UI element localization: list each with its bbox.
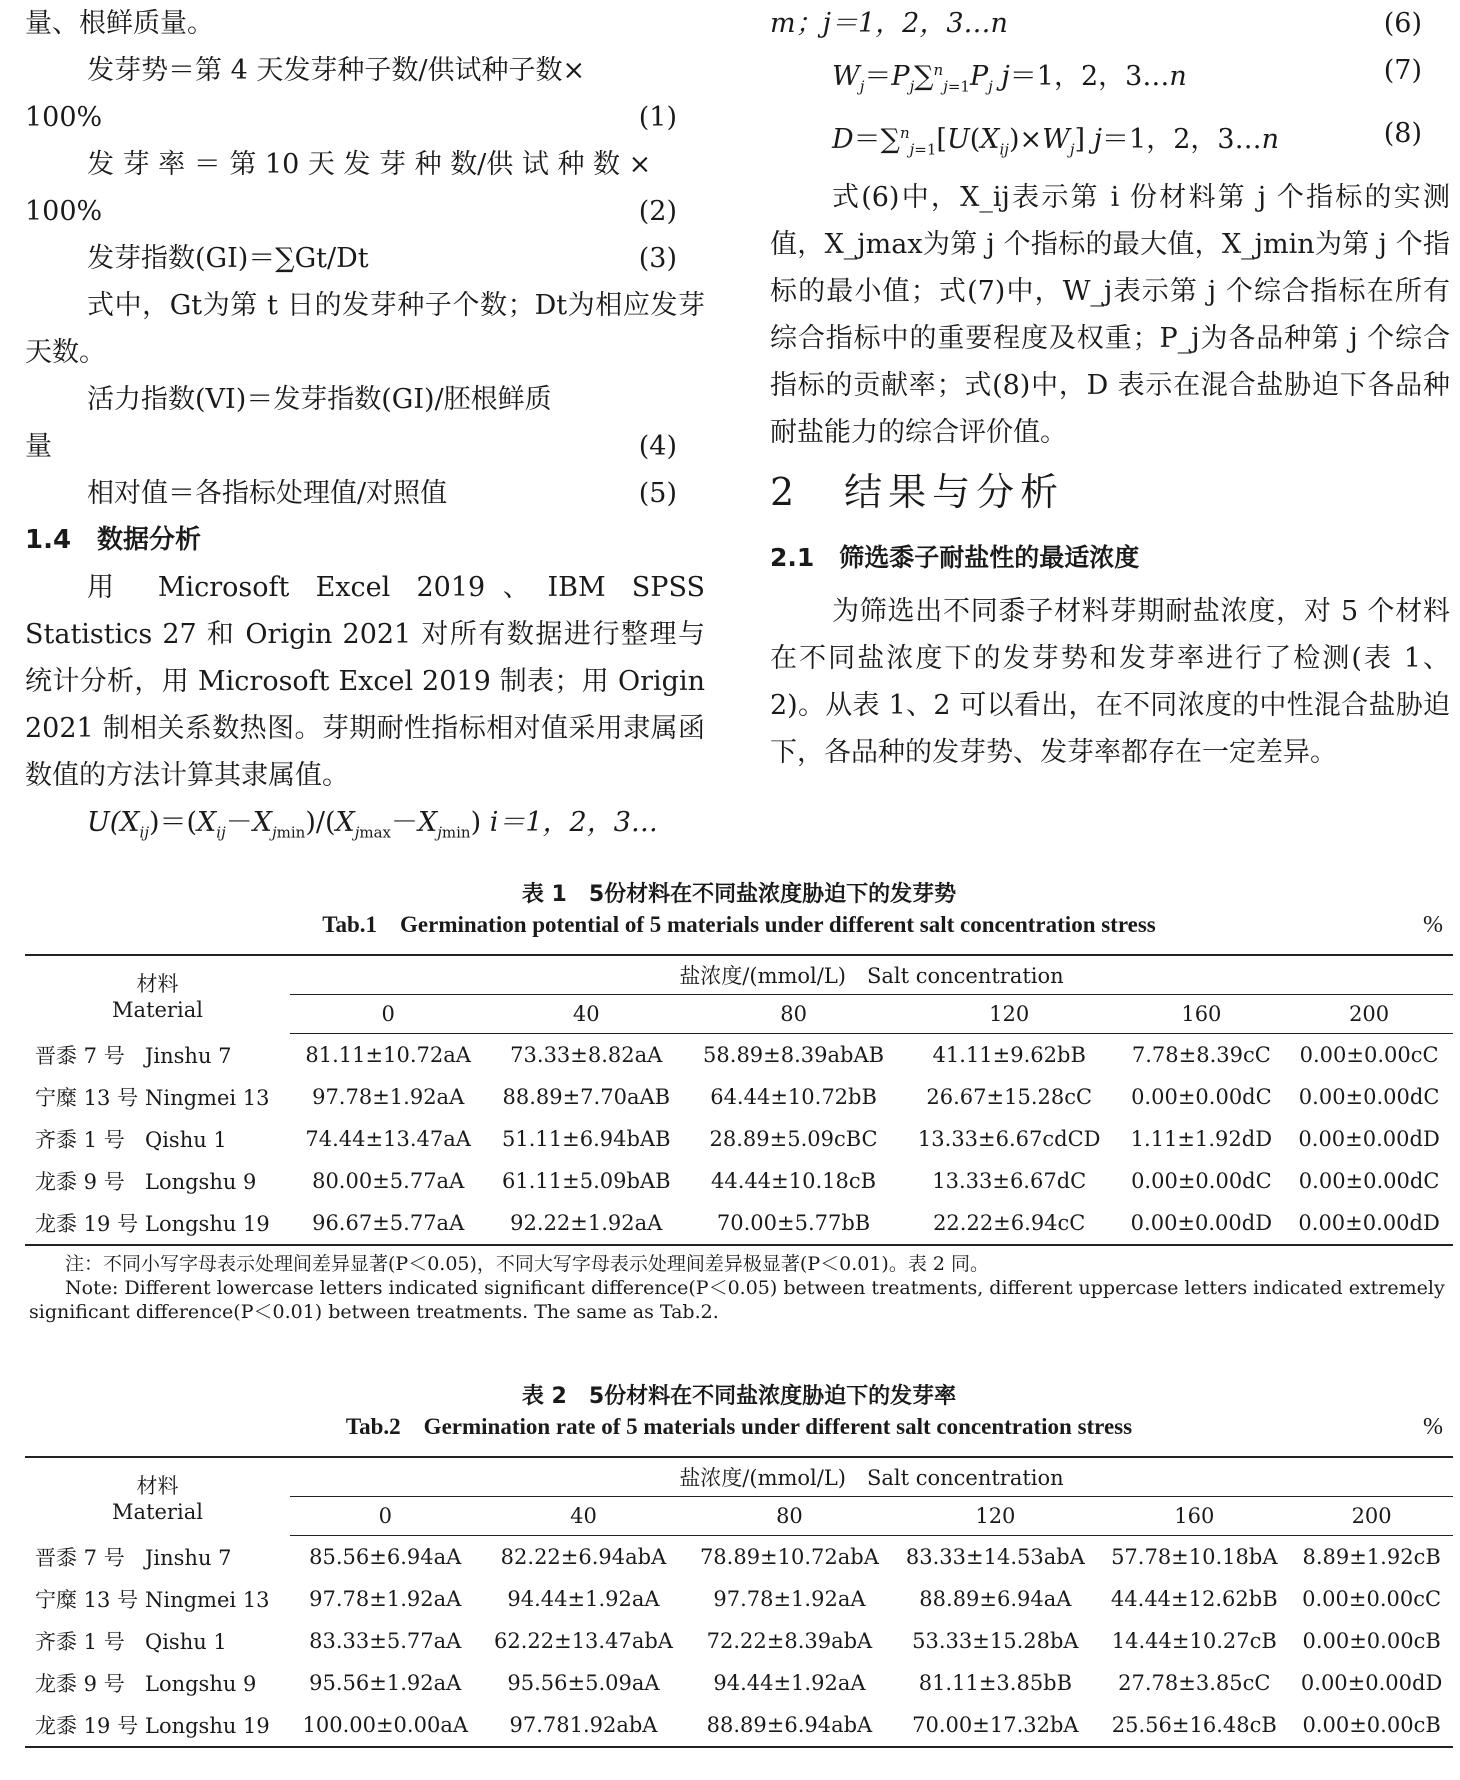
value-cell: 73.33±8.82aA xyxy=(510,1043,663,1067)
left-column: 量、根鲜质量。 发芽势＝第 4 天发芽种子数/供试种子数× 100% (1) 发 芽 率 ＝ 第 10 天 发 芽 种 数/供 试 种 数 × 100% (2) 发芽指数(GI)＝∑Gt/Dt (3) 式中，Gt为第 t 日的发芽种子个数；Dt为相应发芽天数。 活力指数(VI)＝发芽指数(GI)/胚根鲜质 量 (4) 相对值＝各指标处理值/对照值 (5) 1.4 数据分析 用 Microsoft Excel 2019、IBM SPSS Statistics 27 和 Origin 2021 对所有数据进行整理与统计分析，用 Microsoft Excel 2019 制表；用 Origin 2021 制相关系数热图。芽期耐性指标相对值采用隶属函数值的方法计算其隶属值。 $U(X_{ij})=(X_{ij}-X_{jmin})/(X_{jmax}-X_{jmin})$ i＝1，2，3… xyxy=(25,0,705,856)
value-cell: 0.00±0.00cC xyxy=(1299,1043,1439,1067)
value-cell: 88.89±6.94aA xyxy=(919,1587,1072,1611)
table-row xyxy=(25,1536,1453,1579)
equation-3: 发芽指数(GI)＝∑Gt/Dt (3) xyxy=(25,235,705,282)
value-cell: 100.00±0.00aA xyxy=(290,1704,481,1747)
value-cell: 57.78±10.18bA xyxy=(1111,1545,1278,1569)
material-header: 材料 Material xyxy=(25,955,290,1034)
value-cell: 97.781.92abA xyxy=(481,1704,687,1747)
value-cell: 94.44±1.92aA xyxy=(507,1587,660,1611)
equation-number: (3) xyxy=(638,243,677,274)
equation-2: 发 芽 率 ＝ 第 10 天 发 芽 种 数/供 试 种 数 × xyxy=(87,149,652,180)
value-cell: 72.22±8.39abA xyxy=(706,1629,873,1653)
concentration-header: 盐浓度/(mmol/L) Salt concentration xyxy=(290,1457,1453,1497)
material-cell: 齐黍 1 号 Qishu 1 xyxy=(35,1630,227,1654)
value-cell: 26.67±15.28cC xyxy=(926,1085,1093,1109)
value-cell: 82.22±6.94abA xyxy=(500,1545,667,1569)
value-cell: 58.89±8.39abAB xyxy=(703,1043,885,1067)
value-cell: 61.11±5.09bAB xyxy=(502,1169,671,1193)
value-cell: 81.11±3.85bB xyxy=(918,1671,1073,1695)
value-cell: 7.78±8.39cC xyxy=(1131,1043,1271,1067)
text-line: 量、根鲜质量。 xyxy=(25,8,214,39)
concentration-header: 盐浓度/(mmol/L) Salt concentration xyxy=(290,955,1453,995)
table-caption-en: Tab.2 Germination rate of 5 materials under different salt concentration stress % xyxy=(345,1414,1443,1440)
equation-number: (5) xyxy=(638,478,677,509)
equation-8: $D=\sum^n_{j=1}[U(X_{ij})\times W_j]$ j＝1，2，3…n (8) xyxy=(770,110,1450,173)
equation-number: (8) xyxy=(1383,118,1422,150)
value-cell: 88.89±7.70aAB xyxy=(502,1085,671,1109)
equation-1: 发芽势＝第 4 天发芽种子数/供试种子数× xyxy=(87,55,586,86)
column-header: 160 xyxy=(1098,1497,1290,1536)
right-column xyxy=(770,0,1450,776)
table-row xyxy=(25,1118,1453,1160)
value-cell: 51.11±6.94bAB xyxy=(502,1127,671,1151)
material-header: 材料 Material xyxy=(25,1457,290,1536)
value-cell: 44.44±10.18cB xyxy=(711,1169,877,1193)
value-cell: 81.11±10.72aA xyxy=(305,1043,471,1067)
value-cell: 0.00±0.00dC xyxy=(1298,1085,1440,1109)
value-cell: 22.22±6.94cC xyxy=(901,1202,1118,1245)
equation-number: (1) xyxy=(638,102,677,133)
column-header: 0 xyxy=(290,995,486,1034)
section-paragraph: 用 Microsoft Excel 2019、IBM SPSS Statistics 27 和 Origin 2021 对所有数据进行整理与统计分析，用 Microsoft Excel 2019 制表；用 Origin 2021 制相关系数热图。芽期耐性指标相对值采用隶属函数值的方法计算其隶属值。 xyxy=(25,572,705,791)
value-cell: 0.00±0.00cB xyxy=(1302,1629,1441,1653)
value-cell: 28.89±5.09cBC xyxy=(709,1127,878,1151)
equation-6-cont: m；j＝1，2，3…n (6) xyxy=(770,0,1450,47)
value-cell: 80.00±5.77aA xyxy=(312,1169,465,1193)
table-note: 注：不同小写字母表示处理间差异显著(P＜0.05)，不同大写字母表示处理间差异极显著(P＜0.01)。表 2 同。 Note: Different lowercase letters indicated significant difference(P＜0.05) between treatments, different uppercase letters indicated extremely significant difference(P＜0.01) between treatments. The same as Tab.2. xyxy=(29,1253,1445,1323)
value-cell: 0.00±0.00dD xyxy=(1300,1671,1443,1695)
value-cell: 14.44±10.27cB xyxy=(1111,1629,1277,1653)
material-cell: 晋黍 7 号 Jinshu 7 xyxy=(35,1043,232,1068)
value-cell: 97.78±1.92aA xyxy=(312,1085,465,1109)
value-cell: 0.00±0.00dC xyxy=(1131,1169,1272,1193)
section-heading: 2.1 筛选黍子耐盐性的最适浓度 xyxy=(770,542,1140,572)
value-cell: 13.33±6.67cdCD xyxy=(917,1127,1101,1151)
table-row xyxy=(25,1620,1453,1662)
value-cell: 0.00±0.00dD xyxy=(1285,1202,1453,1245)
table-row xyxy=(25,1578,1453,1620)
table-1 xyxy=(25,880,1453,1324)
column-header: 120 xyxy=(901,995,1118,1034)
column-header: 120 xyxy=(892,1497,1098,1536)
value-cell: 83.33±14.53abA xyxy=(905,1545,1085,1569)
value-cell: 70.00±17.32bA xyxy=(892,1704,1098,1747)
column-header: 160 xyxy=(1118,995,1286,1034)
equation-6: $U(X_{ij})=(X_{ij}-X_{jmin})/(X_{jmax}-X_{jmin})$ i＝1，2，3… xyxy=(87,807,658,842)
results-paragraph: 为筛选出不同黍子材料芽期耐盐浓度，对 5 个材料在不同盐浓度下的发芽势和发芽率进行了检测(表 1、2)。从表 1、2 可以看出，在不同浓度的中性混合盐胁迫下，各品种的发芽势、发芽率都存在一定差异。 xyxy=(770,595,1450,768)
column-header: 200 xyxy=(1290,1497,1453,1536)
column-header: 0 xyxy=(290,1497,481,1536)
data-table xyxy=(25,954,1453,1246)
material-cell: 晋黍 7 号 Jinshu 7 xyxy=(35,1545,232,1570)
section-heading: 1.4 数据分析 xyxy=(25,525,202,555)
equation-number: (6) xyxy=(1383,8,1422,39)
column-header: 40 xyxy=(481,1497,687,1536)
equation-5: 相对值＝各指标处理值/对照值 (5) xyxy=(25,470,705,517)
table-row xyxy=(25,1076,1453,1118)
value-cell: 62.22±13.47abA xyxy=(493,1629,673,1653)
value-cell: 97.78±1.92aA xyxy=(713,1587,866,1611)
table-row xyxy=(25,1704,1453,1747)
material-cell: 龙黍 9 号 Longshu 9 xyxy=(35,1672,257,1696)
equation-number: (4) xyxy=(638,431,677,462)
material-cell: 宁糜 13 号 Ningmei 13 xyxy=(35,1588,270,1612)
material-cell: 齐黍 1 号 Qishu 1 xyxy=(35,1128,227,1152)
value-cell: 70.00±5.77bB xyxy=(686,1202,901,1245)
value-cell: 0.00±0.00dC xyxy=(1298,1169,1440,1193)
value-cell: 95.56±5.09aA xyxy=(507,1671,660,1695)
table-row xyxy=(25,1662,1453,1704)
material-cell: 龙黍 19 号 Longshu 19 xyxy=(25,1202,290,1245)
value-cell: 0.00±0.00dD xyxy=(1298,1127,1440,1151)
value-cell: 64.44±10.72bB xyxy=(710,1085,877,1109)
material-cell: 龙黍 19 号 Longshu 19 xyxy=(25,1704,290,1747)
material-cell: 宁糜 13 号 Ningmei 13 xyxy=(35,1086,270,1110)
material-cell: 龙黍 9 号 Longshu 9 xyxy=(35,1170,257,1194)
value-cell: 0.00±0.00dC xyxy=(1131,1085,1272,1109)
value-cell: 41.11±9.62bB xyxy=(932,1043,1086,1067)
column-header: 80 xyxy=(686,1497,892,1536)
value-cell: 0.00±0.00cC xyxy=(1302,1587,1442,1611)
column-header: 40 xyxy=(486,995,686,1034)
equation-4: 活力指数(VI)＝发芽指数(GI)/胚根鲜质 xyxy=(87,384,552,415)
equation-number: (7) xyxy=(1383,55,1422,86)
value-cell: 97.78±1.92aA xyxy=(309,1587,462,1611)
equation-7: $W_j=P_j\sum^n_{j=1}P_j$ j＝1，2，3…n (7) xyxy=(770,47,1450,110)
data-table xyxy=(25,1456,1453,1748)
table-unit: % xyxy=(1423,1414,1443,1440)
value-cell: 85.56±6.94aA xyxy=(309,1545,462,1569)
value-cell: 1.11±1.92dD xyxy=(1130,1127,1273,1151)
equation-3-note: 式中，Gt为第 t 日的发芽种子个数；Dt为相应发芽天数。 xyxy=(25,290,705,368)
column-header: 80 xyxy=(686,995,901,1034)
equation-explanation: 式(6)中，X_ij表示第 i 份材料第 j 个指标的实测值，X_jmax为第 j 个指标的最大值，X_jmin为第 j 个指标的最小值；式(7)中，W_j表示第 j 个综合指标在所有综合指标中的重要程度及权重；P_j为各品种第 j 个综合指标的贡献率；式(8)中，D 表示在混合盐胁迫下各品种耐盐能力的综合评价值。 xyxy=(770,181,1450,448)
table-row xyxy=(25,1160,1453,1202)
table-caption-cn: 表 2 5份材料在不同盐浓度胁迫下的发芽率 xyxy=(521,1384,957,1409)
value-cell: 0.00±0.00dD xyxy=(1118,1202,1286,1245)
value-cell: 8.89±1.92cB xyxy=(1302,1545,1441,1569)
table-row xyxy=(25,1034,1453,1077)
value-cell: 92.22±1.92aA xyxy=(486,1202,686,1245)
value-cell: 74.44±13.47aA xyxy=(305,1127,471,1151)
value-cell: 44.44±12.62bB xyxy=(1110,1587,1278,1611)
column-header: 200 xyxy=(1285,995,1453,1034)
equation-number: (2) xyxy=(638,196,677,227)
value-cell: 25.56±16.48cB xyxy=(1098,1704,1290,1747)
table-caption-cn: 表 1 5份材料在不同盐浓度胁迫下的发芽势 xyxy=(521,882,957,907)
value-cell: 78.89±10.72abA xyxy=(699,1545,879,1569)
value-cell: 94.44±1.92aA xyxy=(713,1671,866,1695)
value-cell: 0.00±0.00cB xyxy=(1290,1704,1453,1747)
value-cell: 27.78±3.85cC xyxy=(1118,1671,1271,1695)
table-2 xyxy=(25,1382,1453,1748)
value-cell: 96.67±5.77aA xyxy=(290,1202,486,1245)
table-caption-en: Tab.1 Germination potential of 5 materials under different salt concentration stress % xyxy=(322,912,1443,938)
value-cell: 95.56±1.92aA xyxy=(309,1671,462,1695)
value-cell: 13.33±6.67dC xyxy=(932,1169,1087,1193)
table-row xyxy=(25,1202,1453,1245)
chapter-heading: 2 结果与分析 xyxy=(770,469,1065,514)
value-cell: 83.33±5.77aA xyxy=(309,1629,462,1653)
table-unit: % xyxy=(1423,912,1443,938)
value-cell: 53.33±15.28bA xyxy=(912,1629,1079,1653)
value-cell: 88.89±6.94abA xyxy=(686,1704,892,1747)
